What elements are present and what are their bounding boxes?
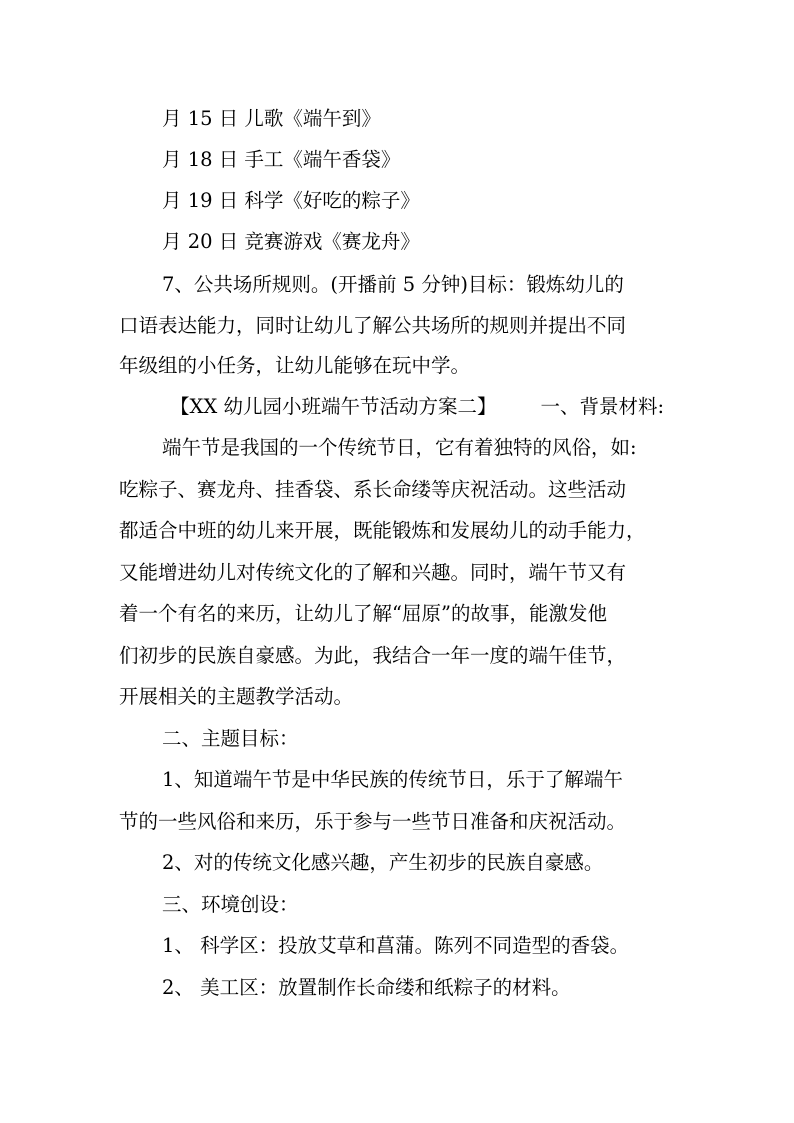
schedule-line-2: 月 18 日 手工《端午香袋》 (162, 148, 401, 171)
schedule-line-4: 月 20 日 竞赛游戏《赛龙舟》 (162, 230, 420, 253)
background-line-3: 都适合中班的幼儿来开展，既能锻炼和发展幼儿的动手能力， (119, 519, 646, 542)
env-item-1: 1、 科学区：投放艾草和菖蒲。陈列不同造型的香袋。 (162, 934, 630, 957)
env-item-2: 2、 美工区：放置制作长命缕和纸粽子的材料。 (162, 976, 571, 999)
goal1-line-1: 1、知道端午节是中华民族的传统节日，乐于了解端午 (162, 768, 623, 791)
plan-title: 【XX 幼儿园小班端午节活动方案二】 (170, 395, 497, 418)
background-label: 一、背景材料: (540, 395, 665, 418)
background-line-4: 又能增进幼儿对传统文化的了解和兴趣。同时，端午节又有 (119, 561, 627, 584)
schedule-line-1: 月 15 日 儿歌《端午到》 (162, 107, 381, 130)
background-line-2: 吃粽子、赛龙舟、挂香袋、系长命缕等庆祝活动。这些活动 (119, 478, 627, 501)
rule-para-line-1: 7、公共场所规则。(开播前 5 分钟)目标：锻炼幼儿的 (162, 273, 624, 296)
goals-heading: 二、主题目标： (162, 727, 299, 750)
goal1-line-2: 节的一些风俗和来历，乐于参与一些节日准备和庆祝活动。 (119, 810, 627, 833)
background-line-6: 们初步的民族自豪感。为此，我结合一年一度的端午佳节， (119, 644, 627, 667)
background-line-7: 开展相关的主题教学活动。 (119, 685, 354, 708)
plan-title-line (170, 395, 691, 419)
rule-para-line-2: 口语表达能力，同时让幼儿了解公共场所的规则并提出不同 (119, 314, 627, 337)
goal2-line: 2、对的传统文化感兴趣，产生初步的民族自豪感。 (162, 851, 604, 874)
env-heading: 三、环境创设： (162, 893, 299, 916)
background-line-5: 着一个有名的来历，让幼儿了解“屈原”的故事，能激发他 (119, 602, 607, 625)
rule-para-line-3: 年级组的小任务，让幼儿能够在玩中学。 (119, 354, 471, 377)
background-line-1: 端午节是我国的一个传统节日，它有着独特的风俗，如: (162, 436, 637, 459)
schedule-line-3: 月 19 日 科学《好吃的粽子》 (162, 189, 420, 212)
